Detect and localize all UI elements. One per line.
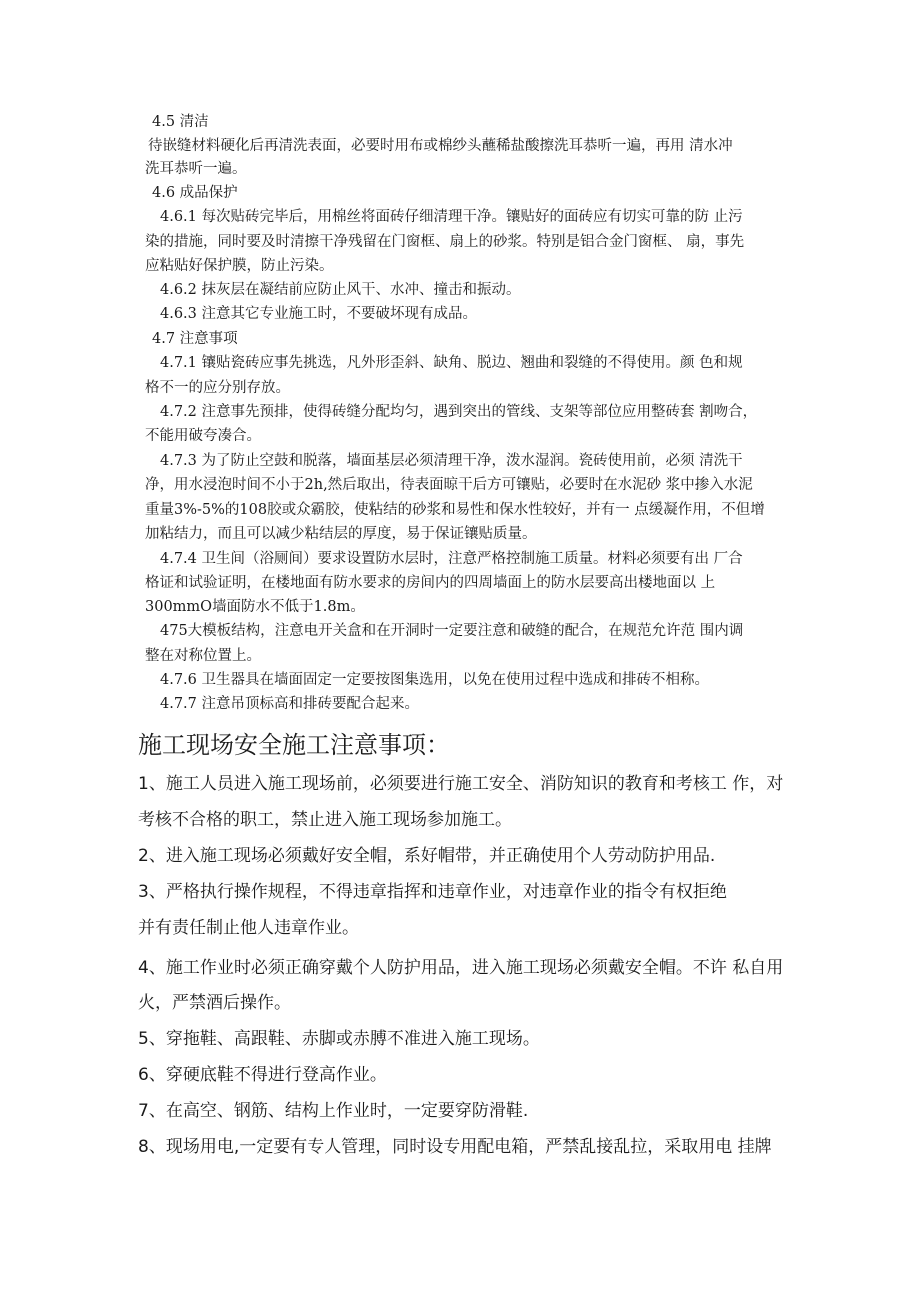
text-line: 应粘贴好保护膜，防止污染。 (145, 258, 334, 274)
text-line: 4.7.4 卫生间（浴厕间）要求设置防水层时，注意严格控制施工质量。材料必须要有出 厂合 (160, 551, 743, 567)
section-4-6-heading: 4.6 成品保护 (152, 185, 238, 201)
text-line: 4.7.2 注意事先预排，使得砖缝分配均匀，遇到突出的管线、支架等部位应用整砖套 割吻合， (160, 404, 758, 420)
safety-title: 施工现场安全施工注意事项： (138, 731, 450, 759)
text-line: 7、在高空、钢筋、结构上作业时，一定要穿防滑鞋. (138, 1101, 529, 1121)
section-4-5-heading: 4.5 清洁 (152, 114, 209, 130)
text-line: 1、施工人员进入施工现场前，必须要进行施工安全、消防知识的教育和考核工 作，对 (138, 774, 784, 794)
text-line: 洗耳恭听一遍。 (145, 161, 247, 177)
text-line: 净，用水浸泡时间不小于2h,然后取出，待表面晾干后方可镶贴，必要时在水泥砂 浆中掺入水泥 (145, 477, 753, 493)
text-line: 4、施工作业时必须正确穿戴个人防护用品，进入施工现场必须戴安全帽。不许 私自用 (138, 958, 784, 978)
text-line: 待嵌缝材料硬化后再清洗表面，必要时用布或棉纱头蘸稀盐酸擦洗耳恭听一遍，再用 清水冲 (148, 138, 733, 154)
text-line: 不能用破夸凑合。 (145, 428, 261, 444)
text-line: 475大模板结构，注意电开关盒和在开洞时一定要注意和破缝的配合，在规范允许范 围内调 (160, 623, 744, 639)
text-line: 整在对称位置上。 (145, 648, 261, 664)
text-line: 4.7.1 镶贴瓷砖应事先挑选，凡外形歪斜、缺角、脱边、翘曲和裂缝的不得使用。颜 色和规 (160, 355, 743, 371)
text-line: 考核不合格的职工，禁止进入施工现场参加施工。 (138, 810, 512, 830)
text-line: 加粘结力，而且可以减少粘结层的厚度，易于保证镶贴质量。 (145, 526, 537, 542)
text-line: 8、现场用电,一定要有专人管理，同时设专用配电箱，严禁乱接乱拉，采取用电 挂牌 (138, 1137, 772, 1157)
text-line: 并有责任制止他人违章作业。 (138, 918, 359, 938)
text-line: 4.7.7 注意吊顶标高和排砖要配合起来。 (160, 696, 420, 712)
text-line: 3、严格执行操作规程，不得违章指挥和违章作业，对违章作业的指令有权拒绝 (138, 882, 727, 902)
text-line: 4.6.2 抹灰层在凝结前应防止风干、水冲、撞击和振动。 (160, 282, 521, 298)
text-line: 4.7.6 卫生器具在墙面固定一定要按图集选用，以免在使用过程中选成和排砖不相称。 (160, 672, 710, 688)
text-line: 5、穿拖鞋、高跟鞋、赤脚或赤膊不准进入施工现场。 (138, 1029, 540, 1049)
text-line: 染的措施，同时要及时清擦干净残留在门窗框、扇上的砂浆。特别是铝合金门窗框、 扇，事先 (145, 234, 745, 250)
text-line: 4.6.1 每次贴砖完毕后，用棉丝将面砖仔细清理干净。镶贴好的面砖应有切实可靠的防 止污 (160, 209, 743, 225)
text-line: 格不一的应分别存放。 (145, 380, 290, 396)
text-line: 6、穿硬底鞋不得进行登高作业。 (138, 1065, 387, 1085)
text-line: 格证和试验证明，在楼地面有防水要求的房间内的四周墙面上的防水层要高出楼地面以 上 (145, 575, 716, 591)
text-line: 300mmO墙面防水不低于1.8m。 (145, 599, 365, 615)
text-line: 重量3%-5%的108胶或众霸胶，使粘结的砂浆和易性和保水性较好，并有一 点缓凝作用，不但增 (145, 502, 765, 518)
text-line: 2、进入施工现场必须戴好安全帽，系好帽带，并正确使用个人劳动防护用品. (138, 846, 716, 866)
text-line: 4.7.3 为了防止空鼓和脱落，墙面基层必须清理干净，泼水湿润。瓷砖使用前，必须 清洗干 (160, 453, 743, 469)
text-line: 4.6.3 注意其它专业施工时，不要破坏现有成品。 (160, 306, 478, 322)
section-4-7-heading: 4.7 注意事项 (152, 331, 238, 347)
text-line: 火，严禁酒后操作。 (138, 993, 291, 1013)
